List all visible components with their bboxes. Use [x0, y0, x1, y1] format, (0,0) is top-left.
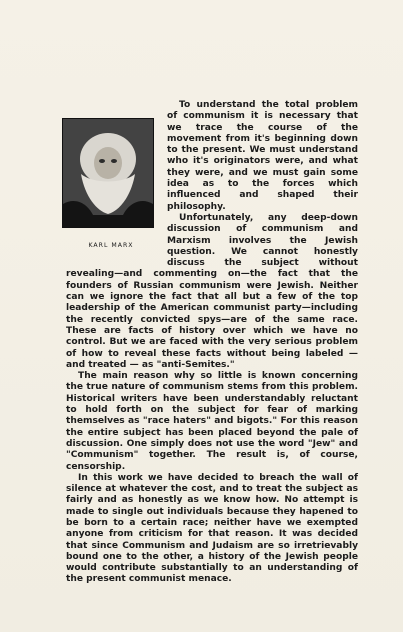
paragraph-1: To understand the total problem of communism it is necessary that we trace the course of the movement from it's beginning down to the present. We must understand who it's originators were, and what they were, and we must gain some idea as to the forces which influenced and shaped their philosophy. — [167, 100, 358, 212]
paragraph-3: The main reason why so little is known concerning the true nature of communism stems from this problem. Historical writers have been understandably reluctant to hold forth on the subject for fear of marking themselves as "race haters" and bigots." For this reason the entire subject has been placed beyond the pale of discussion. One simply does not use the word "Jew" and "Communism" together. The result is, of course, censorship. — [66, 371, 358, 472]
portrait-caption: KARL MARX — [88, 242, 134, 249]
paragraph-2: Unfortunately, any deep-down discussion of communism and Marxism involves the Jewish question. We cannot honestly discuss the subject without revealing—and commenting on—the fact that the founders of Russian communism were Jewish. Neither can we ignore the fact that all but a few of the top leadership of the American communist party—including the recently convicted spys—are of the same race. These are facts of history over which we have no control. But we are faced with the very serious problem of how to reveal these facts without being labeled — and treated — as "anti-Semites." — [66, 212, 358, 370]
paragraph-4: In this work we have decided to breach the wall of silence at whatever the cost, and to treat the subject as fairly and as honestly as we know how. No attempt is made to single out individuals because they hapened to be born to a certain race; neither have we exempted anyone from criticism for that reason. It was decided that since Communism and Judaism are so irretrievably bound one to the other, a history of the Jewish people would contribute substantially to an understanding of the present communist menace. — [66, 472, 358, 585]
image-text-wrap-spacer — [66, 100, 167, 268]
body-text — [66, 100, 358, 586]
